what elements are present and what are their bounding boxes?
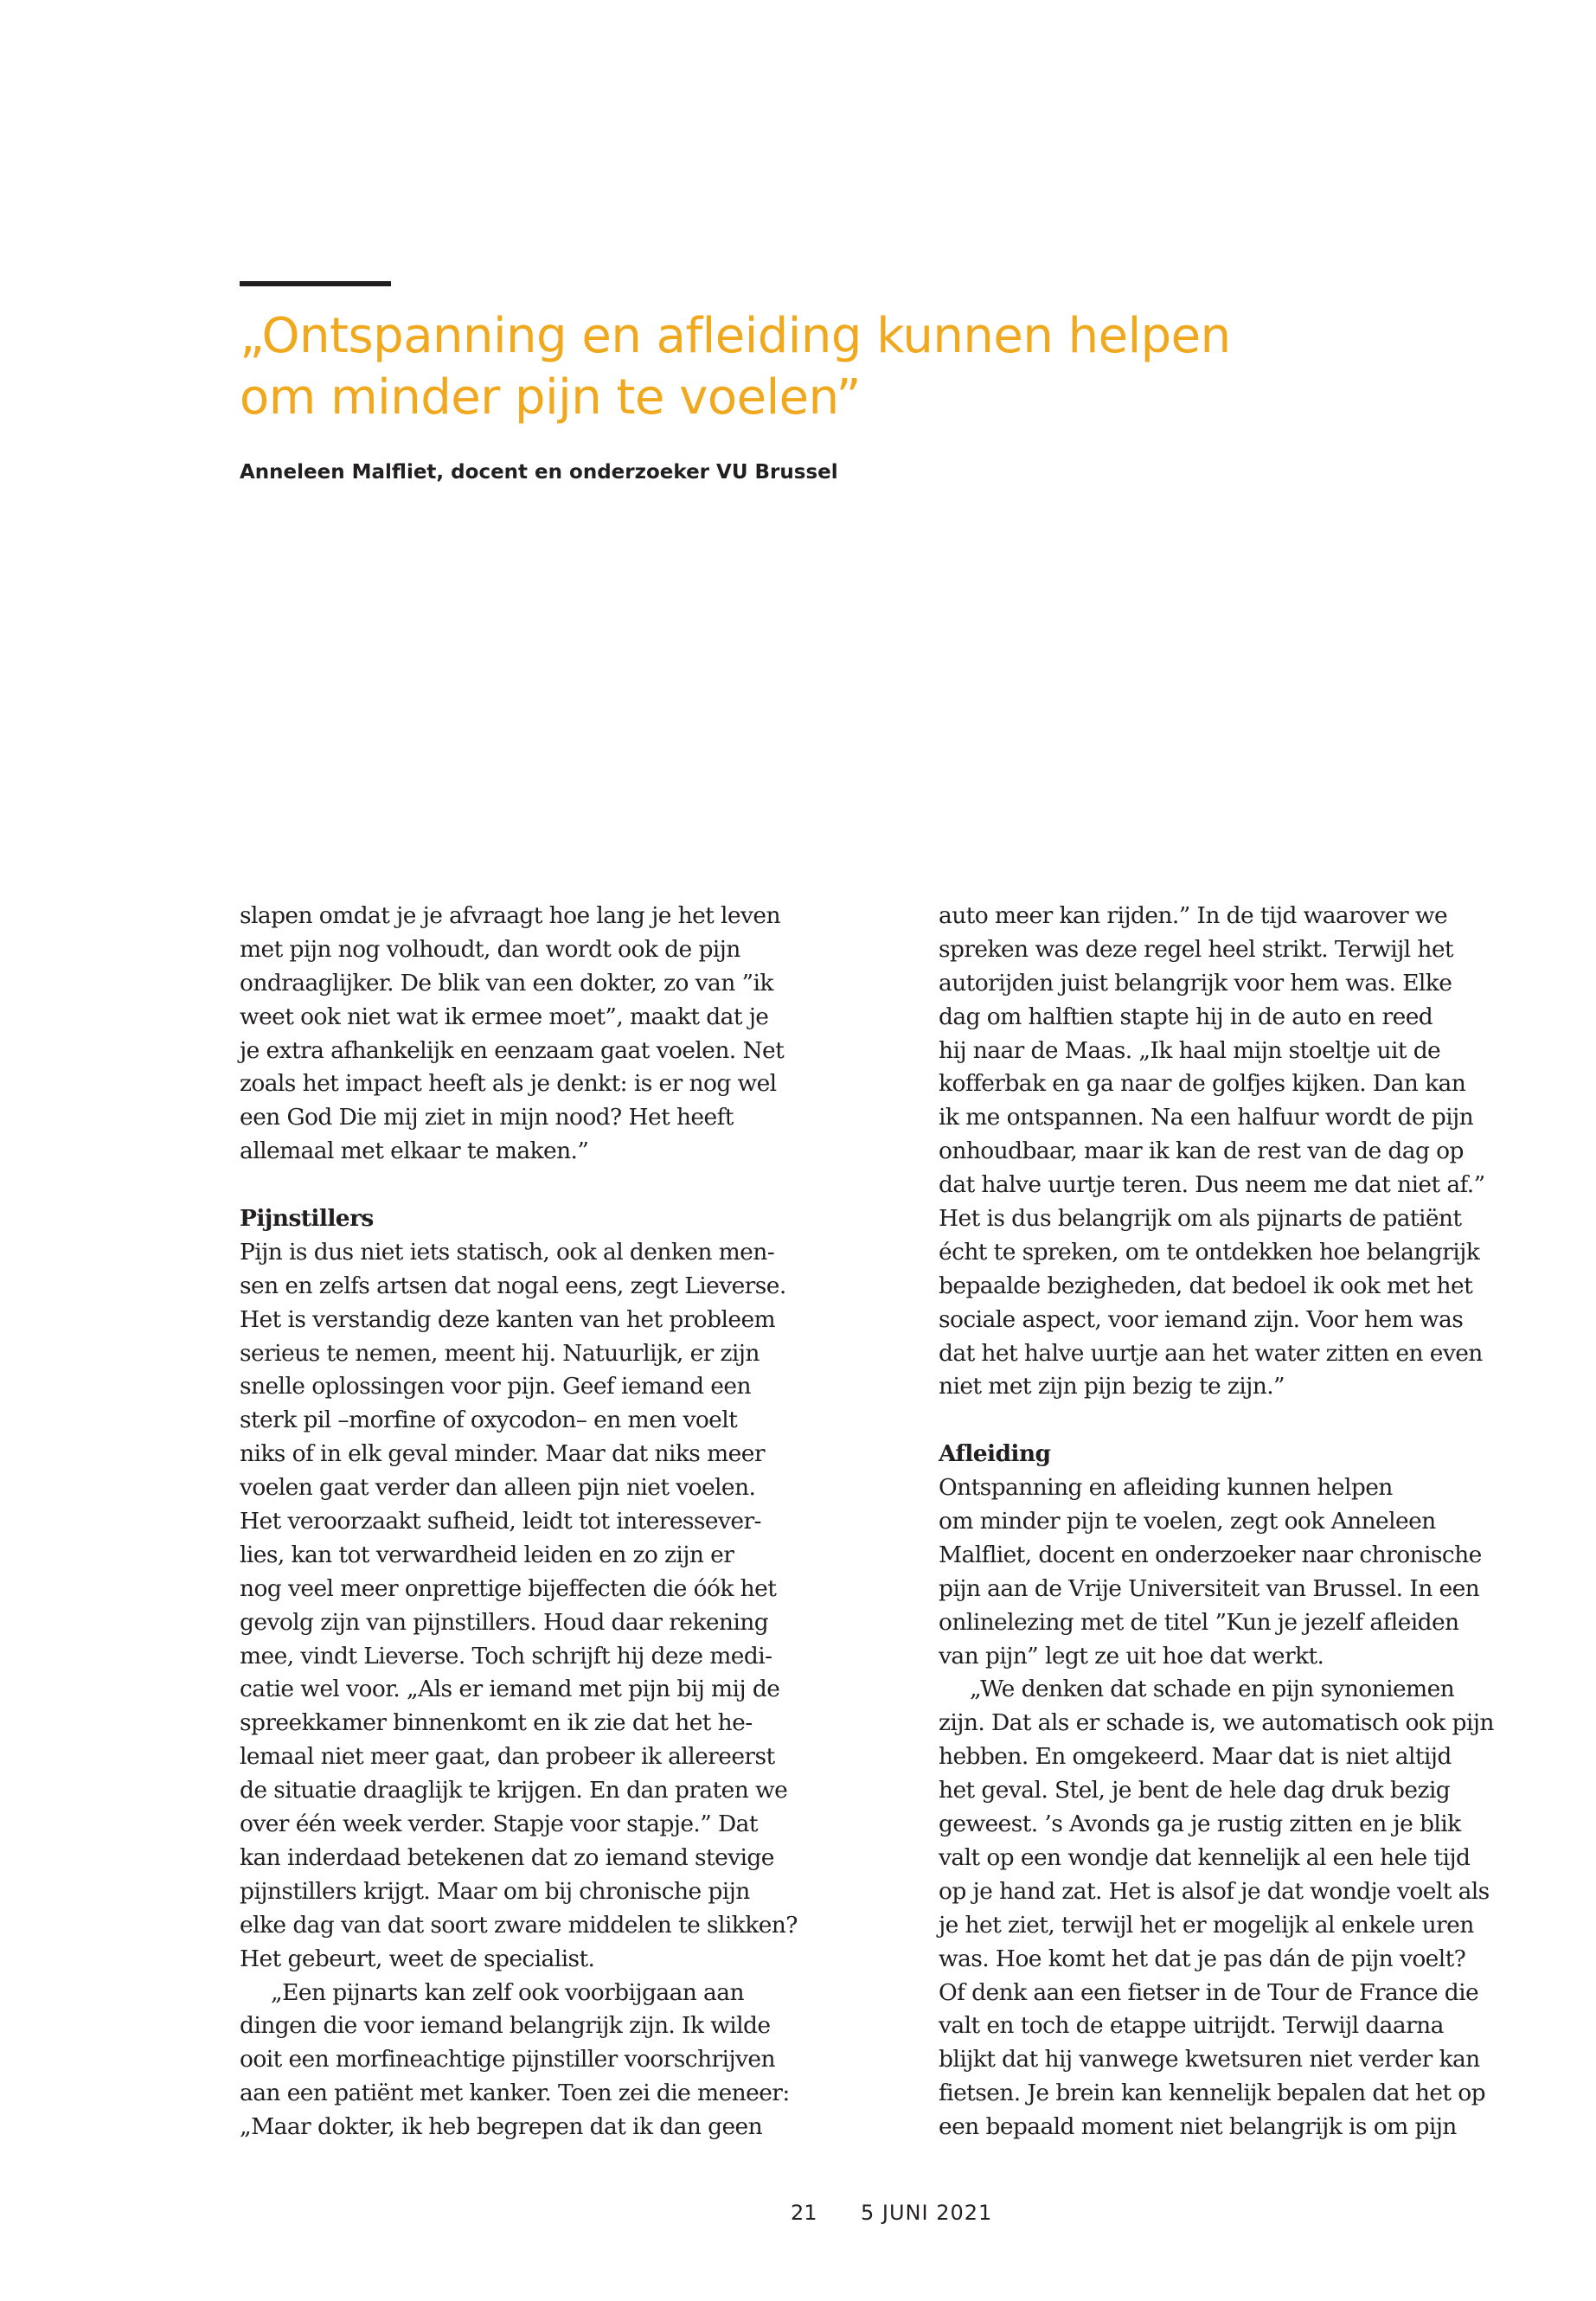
text-line: Of denk aan een fietser in de Tour de France die: [939, 1978, 1479, 2006]
text-line: kofferbak en ga naar de golfjes kijken. Dan kan: [939, 1070, 1466, 1098]
text-line: Het veroorzaakt sufheid, leidt tot interessever-: [240, 1508, 761, 1535]
text-line: nog veel meer onprettige bijeffecten die óók het: [240, 1574, 777, 1602]
text-line: pijnstillers krijgt. Maar om bij chronische pijn: [240, 1877, 750, 1905]
article-byline: Anneleen Malfliet, docent en onderzoeker VU Brussel: [240, 461, 838, 484]
text-line: serieus te nemen, meent hij. Natuurlijk, er zijn: [240, 1339, 760, 1367]
text-line: Het is verstandig deze kanten van het probleem: [240, 1305, 776, 1333]
text-line: een bepaald moment niet belangrijk is om pijn: [939, 2113, 1457, 2141]
text-line: ondraaglijker. De blik van een dokter, zo van ”ik: [240, 969, 773, 997]
text-line: zoals het impact heeft als je denkt: is er nog wel: [240, 1070, 777, 1098]
text-line: lemaal niet meer gaat, dan probeer ik allereerst: [240, 1743, 775, 1771]
text-line: autorijden juist belangrijk voor hem was. Elke: [939, 969, 1452, 997]
text-line: valt en toch de etappe uitrijdt. Terwijl daarna: [939, 2012, 1444, 2040]
text-line: hebben. En omgekeerd. Maar dat is niet altijd: [939, 1743, 1452, 1771]
subheading-pijnstillers: Pijnstillers: [240, 1205, 374, 1233]
text-line: dag om halftien stapte hij in de auto en reed: [939, 1003, 1433, 1030]
text-line: spreken was deze regel heel strikt. Terwijl het: [939, 935, 1453, 963]
text-line: ooit een morfineachtige pijnstiller voorschrijven: [240, 2046, 775, 2073]
headline-line: „Ontspanning en afleiding kunnen helpen: [240, 308, 1231, 364]
text-line: sterk pil –morfine of oxycodon– en men voelt: [240, 1407, 738, 1434]
text-column-right: [939, 900, 1492, 2144]
text-line: slapen omdat je je afvraagt hoe lang je het leven: [240, 902, 780, 929]
text-line: om minder pijn te voelen, zegt ook Anneleen: [939, 1508, 1436, 1535]
text-line: „Maar dokter, ik heb begrepen dat ik dan geen: [240, 2113, 763, 2141]
text-line: aan een patiënt met kanker. Toen zei die meneer:: [240, 2080, 790, 2107]
text-line: op je hand zat. Het is alsof je dat wondje voelt als: [939, 1877, 1490, 1905]
text-line: het geval. Stel, je bent de hele dag druk bezig: [939, 1777, 1451, 1804]
text-line: dat het halve uurtje aan het water zitten en even: [939, 1339, 1483, 1367]
issue-date: 5 JUNI 2021: [861, 2201, 993, 2225]
text-line: elke dag van dat soort zware middelen te slikken?: [240, 1911, 798, 1939]
text-line: Pijn is dus niet iets statisch, ook al denken men-: [240, 1238, 775, 1266]
paragraph-gap: [240, 1169, 793, 1202]
text-line: je het ziet, terwijl het er mogelijk al enkele uren: [939, 1911, 1474, 1939]
text-line: kan inderdaad betekenen dat zo iemand stevige: [240, 1843, 774, 1871]
text-line: onlinelezing met de titel ”Kun je jezelf afleiden: [939, 1608, 1459, 1636]
text-line: niks of in elk geval minder. Maar dat niks meer: [240, 1440, 765, 1468]
text-line: over één week verder. Stapje voor stapje.” Dat: [240, 1811, 758, 1838]
text-line: snelle oplossingen voor pijn. Geef iemand een: [240, 1373, 751, 1400]
text-line: een God Die mij ziet in mijn nood? Het heeft: [240, 1104, 734, 1131]
text-line: Het gebeurt, weet de specialist.: [240, 1945, 595, 1972]
text-line: pijn aan de Vrije Universiteit van Brussel. In een: [939, 1574, 1480, 1602]
text-line: allemaal met elkaar te maken.”: [240, 1138, 589, 1165]
article-headline: [240, 305, 1364, 428]
text-line: gevolg zijn van pijnstillers. Houd daar rekening: [240, 1608, 769, 1636]
text-line: Het is dus belangrijk om als pijnarts de patiënt: [939, 1205, 1462, 1233]
text-line: dingen die voor iemand belangrijk zijn. Ik wilde: [240, 2012, 771, 2040]
text-line: met pijn nog volhoudt, dan wordt ook de pijn: [240, 935, 740, 963]
header-rule: [240, 281, 391, 286]
paragraph-gap: [939, 1404, 1492, 1438]
text-line: geweest. ’s Avonds ga je rustig zitten en je blik: [939, 1811, 1461, 1838]
text-column-left: [240, 900, 798, 2144]
text-line: spreekkamer binnenkomt en ik zie dat het he-: [240, 1709, 753, 1737]
page-number: 21: [791, 2201, 817, 2225]
text-line: Malfliet, docent en onderzoeker naar chronische: [939, 1541, 1482, 1568]
text-line: ik me ontspannen. Na een halfuur wordt de pijn: [939, 1104, 1474, 1131]
text-line: was. Hoe komt het dat je pas dán de pijn voelt?: [939, 1945, 1466, 1972]
text-line: niet met zijn pijn bezig te zijn.”: [939, 1373, 1285, 1400]
text-line: mee, vindt Lieverse. Toch schrijft hij deze medi-: [240, 1642, 772, 1670]
text-line: „We denken dat schade en pijn synoniemen: [970, 1676, 1455, 1703]
text-line: onhoudbaar, maar ik kan de rest van de dag op: [939, 1138, 1464, 1165]
text-line: écht te spreken, om te ontdekken hoe belangrijk: [939, 1238, 1480, 1266]
text-line: van pijn” legt ze uit hoe dat werkt.: [939, 1642, 1324, 1670]
text-line: fietsen. Je brein kan kennelijk bepalen dat het op: [939, 2080, 1486, 2107]
text-line: valt op een wondje dat kennelijk al een hele tijd: [939, 1843, 1471, 1871]
text-line: voelen gaat verder dan alleen pijn niet voelen.: [240, 1474, 756, 1502]
text-line: „Een pijnarts kan zelf ook voorbijgaan aan: [271, 1978, 744, 2006]
text-line: hij naar de Maas. „Ik haal mijn stoeltje uit de: [939, 1036, 1441, 1064]
subheading-afleiding: Afleiding: [939, 1440, 1051, 1468]
text-line: dat halve uurtje teren. Dus neem me dat niet af.”: [939, 1171, 1485, 1199]
text-line: catie wel voor. „Als er iemand met pijn bij mij de: [240, 1676, 780, 1703]
text-line: sociale aspect, voor iemand zijn. Voor hem was: [939, 1305, 1464, 1333]
text-line: Ontspanning en afleiding kunnen helpen: [939, 1474, 1393, 1502]
text-line: je extra afhankelijk en eenzaam gaat voelen. Net: [240, 1036, 785, 1064]
text-line: sen en zelfs artsen dat nogal eens, zegt Lieverse.: [240, 1272, 786, 1299]
text-line: auto meer kan rijden.” In de tijd waarover we: [939, 902, 1448, 929]
text-line: blijkt dat hij vanwege kwetsuren niet verder kan: [939, 2046, 1480, 2073]
text-line: weet ook niet wat ik ermee moet”, maakt dat je: [240, 1003, 769, 1030]
text-line: de situatie draaglijk te krijgen. En dan praten we: [240, 1777, 788, 1804]
text-line: lies, kan tot verwardheid leiden en zo zijn er: [240, 1541, 734, 1568]
text-line: zijn. Dat als er schade is, we automatisch ook pijn: [939, 1709, 1494, 1737]
headline-line: om minder pijn te voelen”: [240, 369, 862, 426]
text-line: bepaalde bezigheden, dat bedoel ik ook met het: [939, 1272, 1473, 1299]
